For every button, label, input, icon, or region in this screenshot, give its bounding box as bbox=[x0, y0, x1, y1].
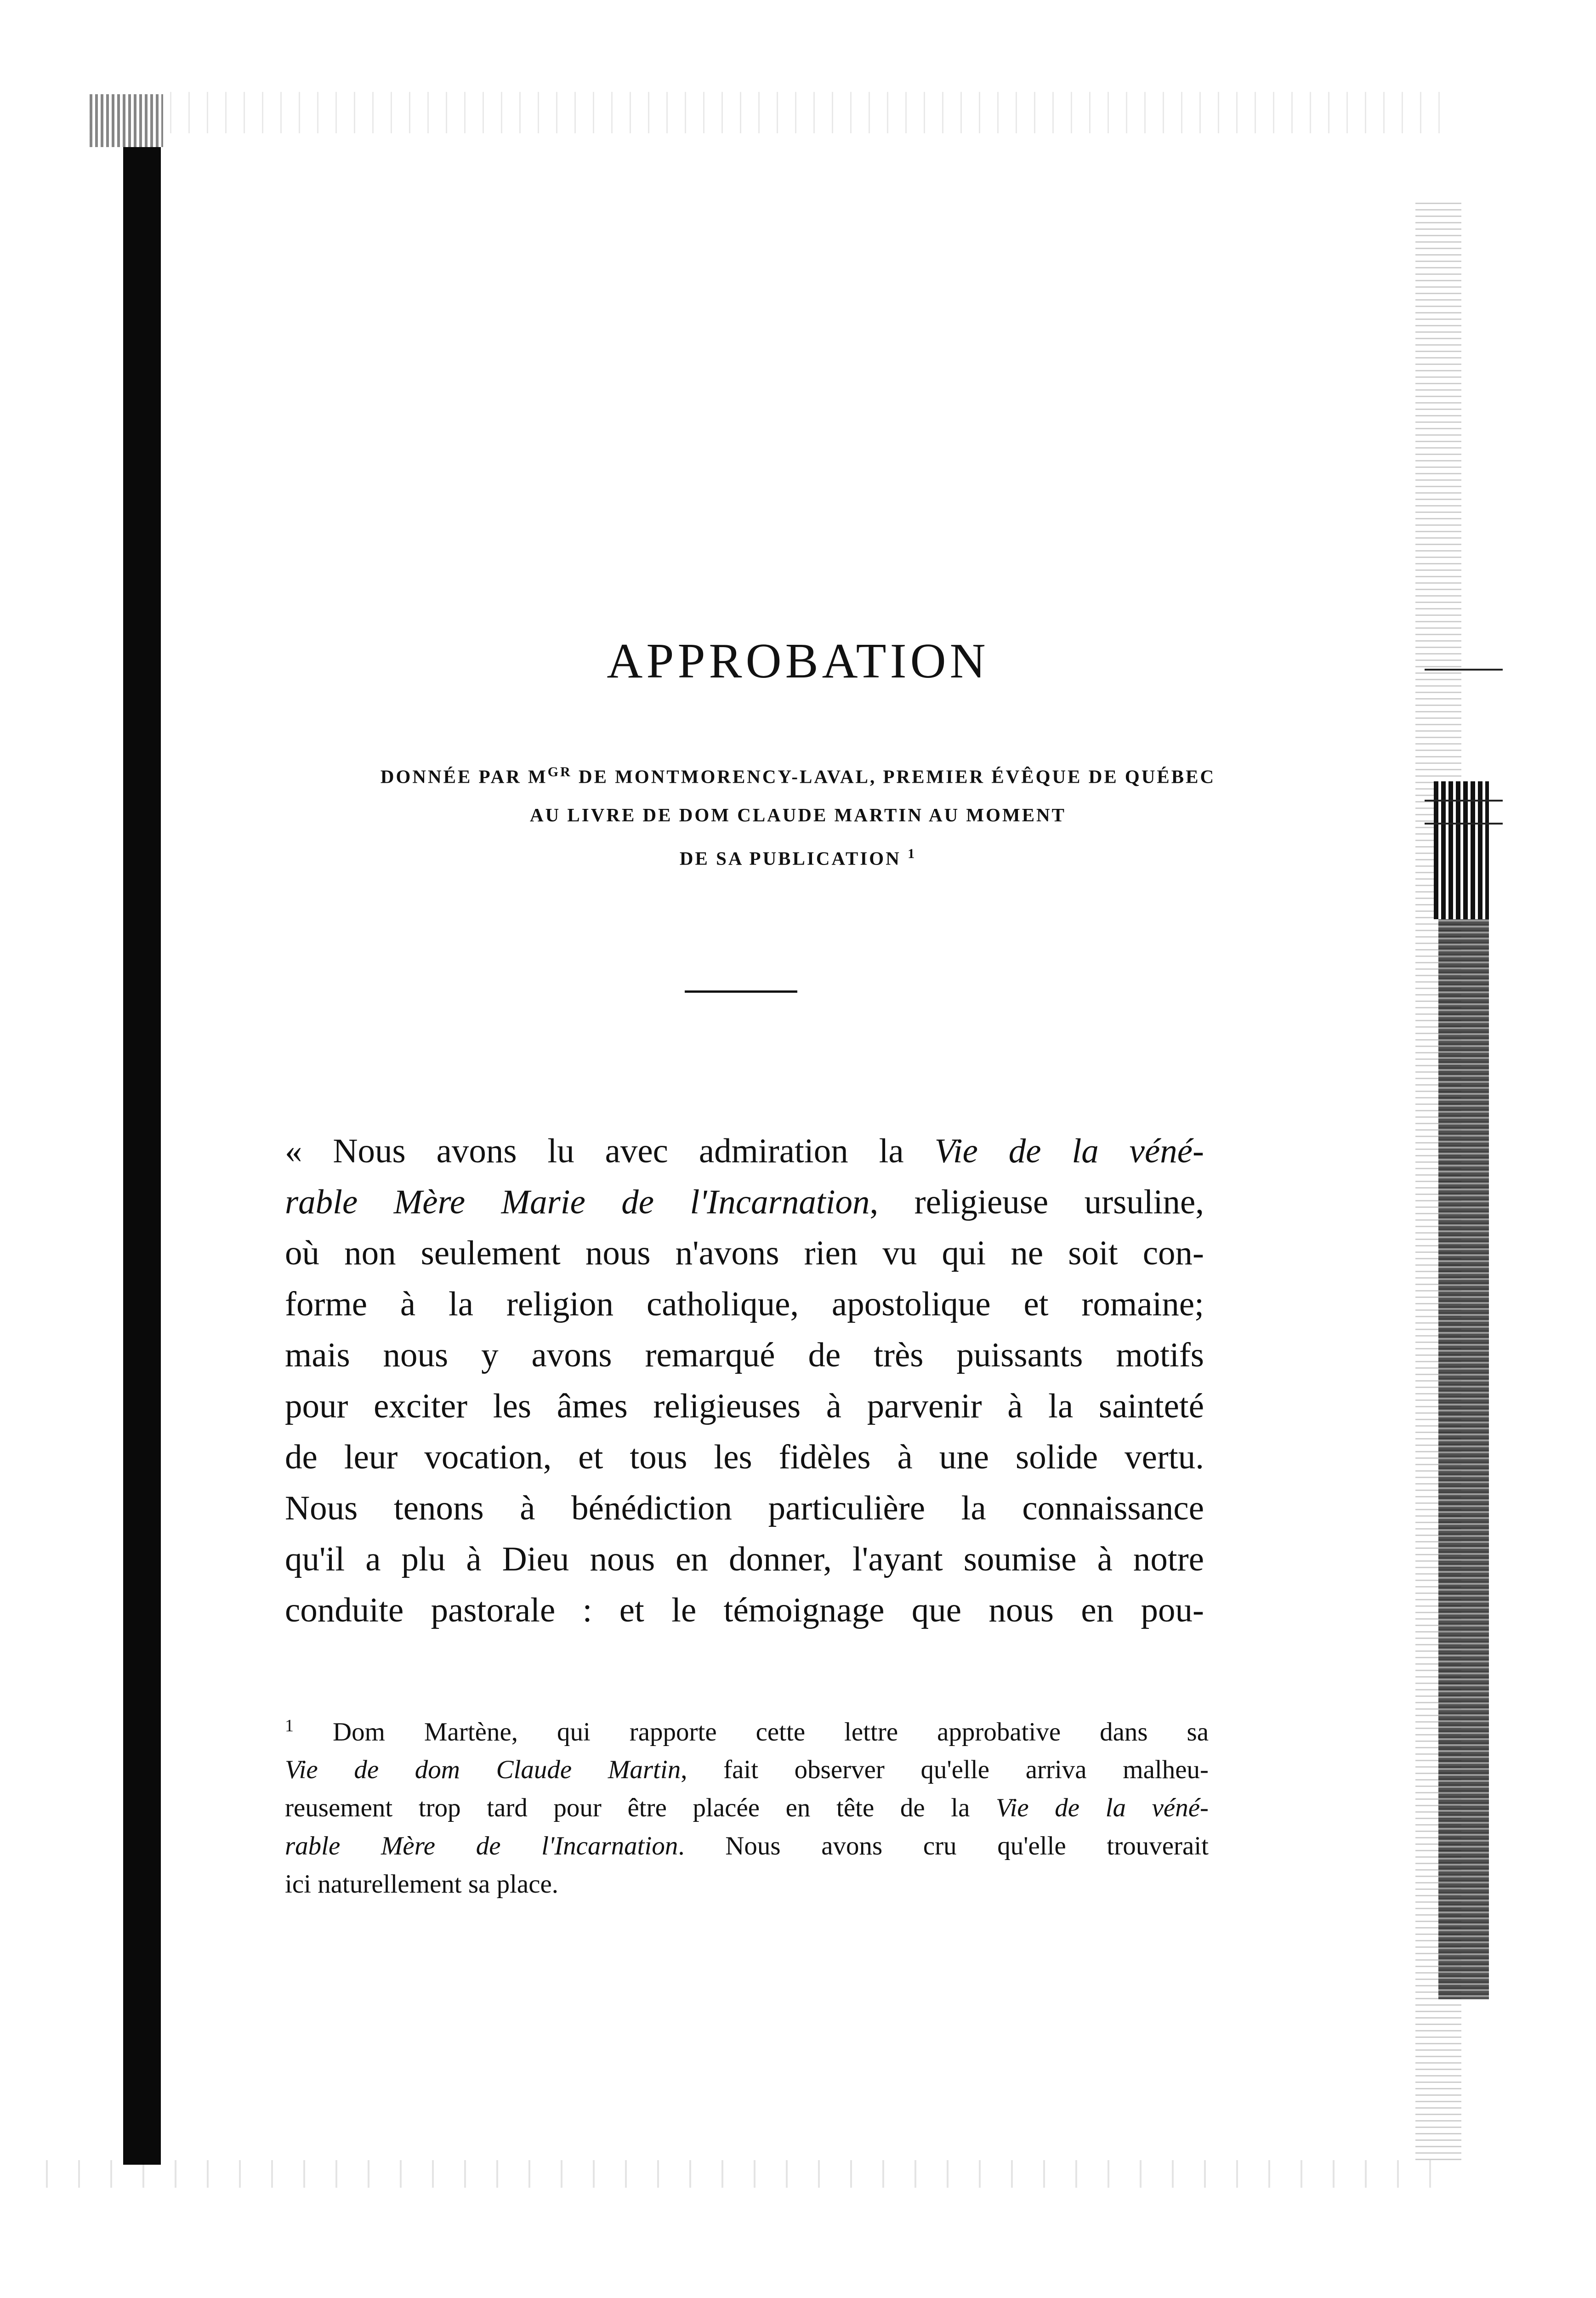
subtitle-superscript: GR bbox=[547, 764, 572, 779]
body-line: où non seulement nous n'avons rien vu qui ne soit con- bbox=[285, 1234, 1204, 1272]
body-line: de leur vocation, et tous les fidèles à une solide vertu. bbox=[285, 1438, 1204, 1476]
subtitle-line-3 bbox=[0, 847, 1596, 868]
subtitle-line-2: AU LIVRE DE DOM CLAUDE MARTIN AU MOMENT bbox=[529, 804, 1067, 825]
book-title: rable Mère Marie de l'Incarnation bbox=[285, 1183, 870, 1221]
footnote-line bbox=[285, 1795, 1209, 1821]
scan-noise-top-left bbox=[90, 94, 163, 147]
book-title: Vie de dom Claude Martin bbox=[285, 1755, 681, 1784]
scan-noise-bottom bbox=[46, 2160, 1448, 2188]
separator-rule bbox=[685, 990, 797, 993]
subtitle-text: DE SA PUBLICATION bbox=[679, 848, 901, 869]
page-title: APPROBATION bbox=[607, 634, 989, 688]
body-line bbox=[285, 1185, 1204, 1219]
footnote-text: . Nous avons cru qu'elle trouverait bbox=[678, 1832, 1209, 1860]
footnote-line bbox=[285, 1717, 1209, 1745]
book-title: Vie de la véné- bbox=[995, 1793, 1209, 1822]
page-edge-dark bbox=[1438, 919, 1489, 1999]
footnote-text: reusement trop tard pour être placée en tête de la bbox=[285, 1793, 996, 1822]
book-title: rable Mère de l'Incarnation bbox=[285, 1832, 678, 1860]
body-line: conduite pastorale : et le témoignage que nous en pou- bbox=[285, 1591, 1204, 1629]
edge-line bbox=[1425, 800, 1503, 802]
body-line: Nous tenons à bénédiction particulière la connaissance bbox=[285, 1489, 1204, 1527]
binding-shadow bbox=[123, 147, 161, 2165]
body-text: « Nous avons lu avec admiration la bbox=[285, 1132, 935, 1170]
body-line: forme à la religion catholique, apostolique et romaine; bbox=[285, 1285, 1204, 1323]
footnote-reference: 1 bbox=[908, 846, 917, 861]
footnote-text: Dom Martène, qui rapporte cette lettre approbative dans sa bbox=[294, 1718, 1209, 1746]
body-line: pour exciter les âmes religieuses à parvenir à la sainteté bbox=[285, 1387, 1204, 1425]
footnote-line bbox=[285, 1833, 1209, 1859]
subtitle-text: DONNÉE PAR M bbox=[380, 766, 548, 787]
footnote-line: ici naturellement sa place. bbox=[285, 1870, 559, 1899]
body-line: qu'il a plu à Dieu nous en donner, l'ayant soumise à notre bbox=[285, 1540, 1204, 1578]
body-text: , religieuse ursuline, bbox=[869, 1183, 1204, 1221]
scan-noise-top bbox=[170, 92, 1457, 133]
body-line: mais nous y avons remarqué de très puissants motifs bbox=[285, 1336, 1204, 1374]
subtitle-text: DE MONTMORENCY-LAVAL, PREMIER ÉVÊQUE DE QUÉBEC bbox=[572, 766, 1216, 787]
footnote-text: , fait observer qu'elle arriva malheu- bbox=[681, 1755, 1209, 1784]
footnote-line bbox=[285, 1757, 1209, 1783]
subtitle-line-1 bbox=[0, 765, 1596, 786]
body-line bbox=[285, 1134, 1204, 1168]
book-title: Vie de la véné- bbox=[934, 1132, 1204, 1170]
footnote-marker: 1 bbox=[285, 1716, 294, 1735]
